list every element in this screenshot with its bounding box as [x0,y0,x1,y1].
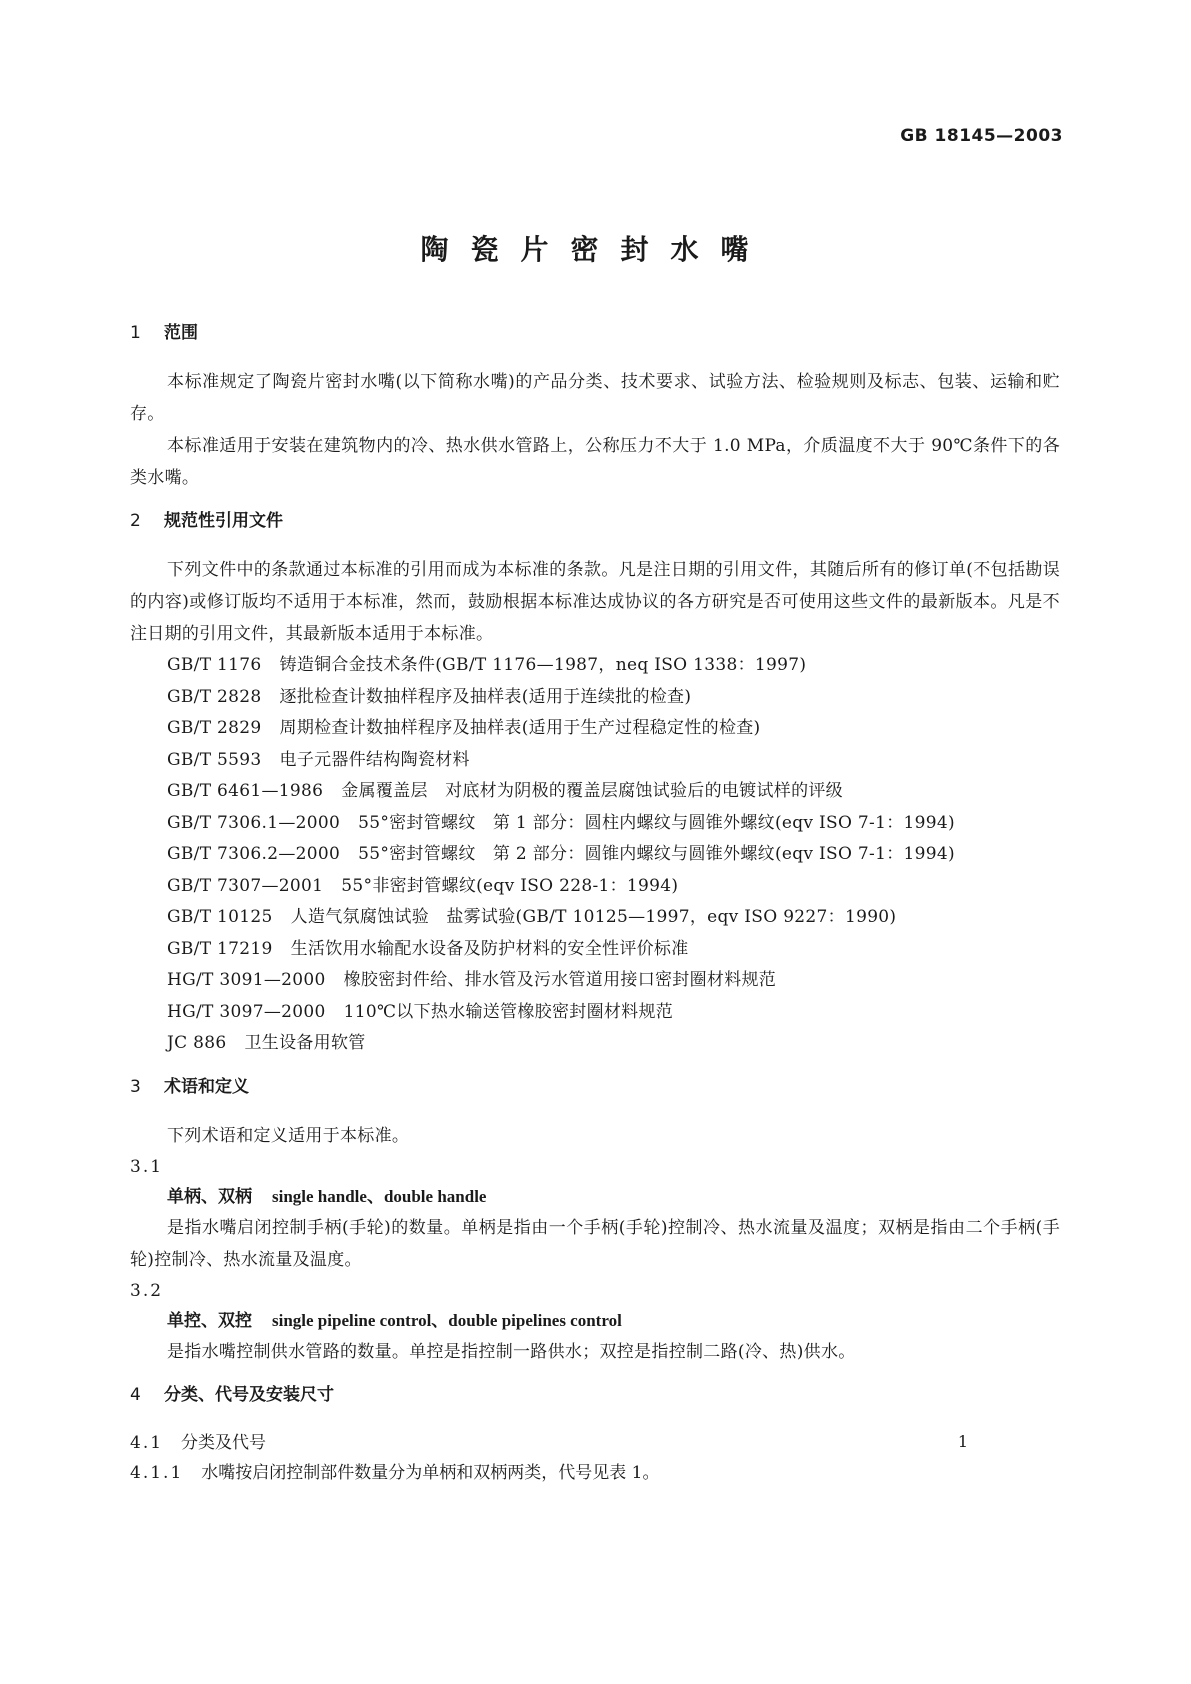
reference-title: 55°非密封管螺纹(eqv ISO 228-1：1994) [341,875,679,896]
reference-code: GB/T 17219 [167,938,273,959]
subclause-number: 4.1 [130,1432,164,1453]
reference-title: 金属覆盖层 对底材为阴极的覆盖层腐蚀试验后的电镀试样的评级 [341,781,843,801]
reference-item [130,997,1060,1029]
reference-title: 55°密封管螺纹 第 1 部分：圆柱内螺纹与圆锥外螺纹(eqv ISO 7-1：1994) [358,812,955,833]
reference-item [130,682,1060,714]
section-2-heading [130,508,1060,534]
reference-title: 橡胶密封件给、排水管及污水管道用接口密封圈材料规范 [343,970,777,990]
term-english: single pipeline control、double pipelines control [272,1310,622,1330]
section-number: 3 [130,1076,141,1097]
subclause-text: 水嘴按启闭控制部件数量分为单柄和双柄两类，代号见表 1。 [201,1462,660,1483]
section-3-heading [130,1074,1060,1100]
reference-code: GB/T 10125 [167,907,273,927]
term-chinese: 单控、双控 [167,1310,252,1331]
section-number: 4 [130,1384,141,1405]
reference-item [130,776,1060,808]
reference-item [130,934,1060,966]
subclause-4-1-1 [130,1458,1060,1488]
reference-title: 卫生设备用软管 [244,1033,366,1053]
reference-item [130,713,1060,745]
reference-title: 电子元器件结构陶瓷材料 [279,749,470,770]
terms-intro-paragraph: 下列术语和定义适用于本标准。 [167,1125,410,1146]
reference-title: 110℃以下热水输送管橡胶密封圈材料规范 [343,1001,674,1022]
scope-paragraph-2: 本标准适用于安装在建筑物内的冷、热水供水管路上，公称压力不大于 1.0 MPa，介质温度不大于 90℃条件下的各类水嘴。 [130,436,1060,488]
reference-item [130,902,1060,934]
reference-title: 铸造铜合金技术条件(GB/T 1176—1987，neq ISO 1338：1997) [279,655,807,675]
section-title: 范围 [164,323,198,343]
reference-item [130,650,1060,682]
subclause-4-1 [130,1428,1060,1458]
reference-code: GB/T 7306.2—2000 [167,844,341,864]
document-title: 陶瓷片密封水嘴 [420,233,771,266]
standard-code: GB 18145—2003 [900,126,1063,146]
reference-code: GB/T 1176 [167,655,262,675]
reference-code: HG/T 3097—2000 [167,1001,326,1022]
reference-title: 逐批检查计数抽样程序及抽样表(适用于连续批的检查) [279,686,692,707]
term-heading [130,1306,1060,1336]
section-number: 1 [130,323,141,343]
term-english: single handle、double handle [272,1186,487,1206]
reference-item [130,1028,1060,1060]
reference-item [130,745,1060,777]
reference-code: GB/T 6461—1986 [167,781,324,801]
reference-code: JC 886 [167,1033,227,1053]
section-title: 分类、代号及安装尺寸 [164,1384,334,1405]
term-definition: 是指水嘴启闭控制手柄(手轮)的数量。单柄是指由一个手柄(手轮)控制冷、热水流量及温度；双柄是指由二个手柄(手轮)控制冷、热水流量及温度。 [130,1217,1060,1270]
page-number: 1 [957,1432,968,1451]
reference-item [130,808,1060,840]
section-4-heading [130,1382,1060,1408]
term-heading [130,1182,1060,1212]
reference-item [130,839,1060,871]
section-1-heading [130,320,1060,346]
reference-code: GB/T 7306.1—2000 [167,812,341,833]
reference-code: GB/T 7307—2001 [167,875,324,896]
reference-title: 人造气氛腐蚀试验 盐雾试验(GB/T 10125—1997，eqv ISO 9227：1990) [290,907,897,927]
clause-number: 3.2 [130,1280,164,1301]
subclause-number: 4.1.1 [130,1462,184,1483]
section-number: 2 [130,511,141,531]
section-title: 规范性引用文件 [164,511,283,531]
scope-paragraph-1: 本标准规定了陶瓷片密封水嘴(以下简称水嘴)的产品分类、技术要求、试验方法、检验规则及标志、包装、运输和贮存。 [130,372,1060,424]
clause-number: 3.1 [130,1156,164,1177]
reference-title: 55°密封管螺纹 第 2 部分：圆锥内螺纹与圆锥外螺纹(eqv ISO 7-1：1994) [358,844,955,864]
document-body [130,320,1060,1488]
reference-title: 周期检查计数抽样程序及抽样表(适用于生产过程稳定性的检查) [279,718,761,738]
reference-item [130,871,1060,903]
term-definition: 是指水嘴控制供水管路的数量。单控是指控制一路供水；双控是指控制二路(冷、热)供水。 [167,1341,856,1362]
reference-code: GB/T 2828 [167,686,262,707]
reference-item [130,965,1060,997]
section-title: 术语和定义 [164,1076,249,1097]
normative-reference-list [130,650,1060,1060]
references-intro-paragraph: 下列文件中的条款通过本标准的引用而成为本标准的条款。凡是注日期的引用文件，其随后所有的修订单(不包括勘误的内容)或修订版均不适用于本标准，然而，鼓励根据本标准达成协议的各方研究是否可使用这些文件的最新版本。凡是不注日期的引用文件，其最新版本适用于本标准。 [130,560,1060,644]
reference-code: HG/T 3091—2000 [167,970,326,990]
reference-title: 生活饮用水输配水设备及防护材料的安全性评价标准 [290,938,689,959]
reference-code: GB/T 2829 [167,718,262,738]
reference-code: GB/T 5593 [167,749,262,770]
term-chinese: 单柄、双柄 [167,1186,252,1207]
subclause-text: 分类及代号 [181,1432,267,1453]
